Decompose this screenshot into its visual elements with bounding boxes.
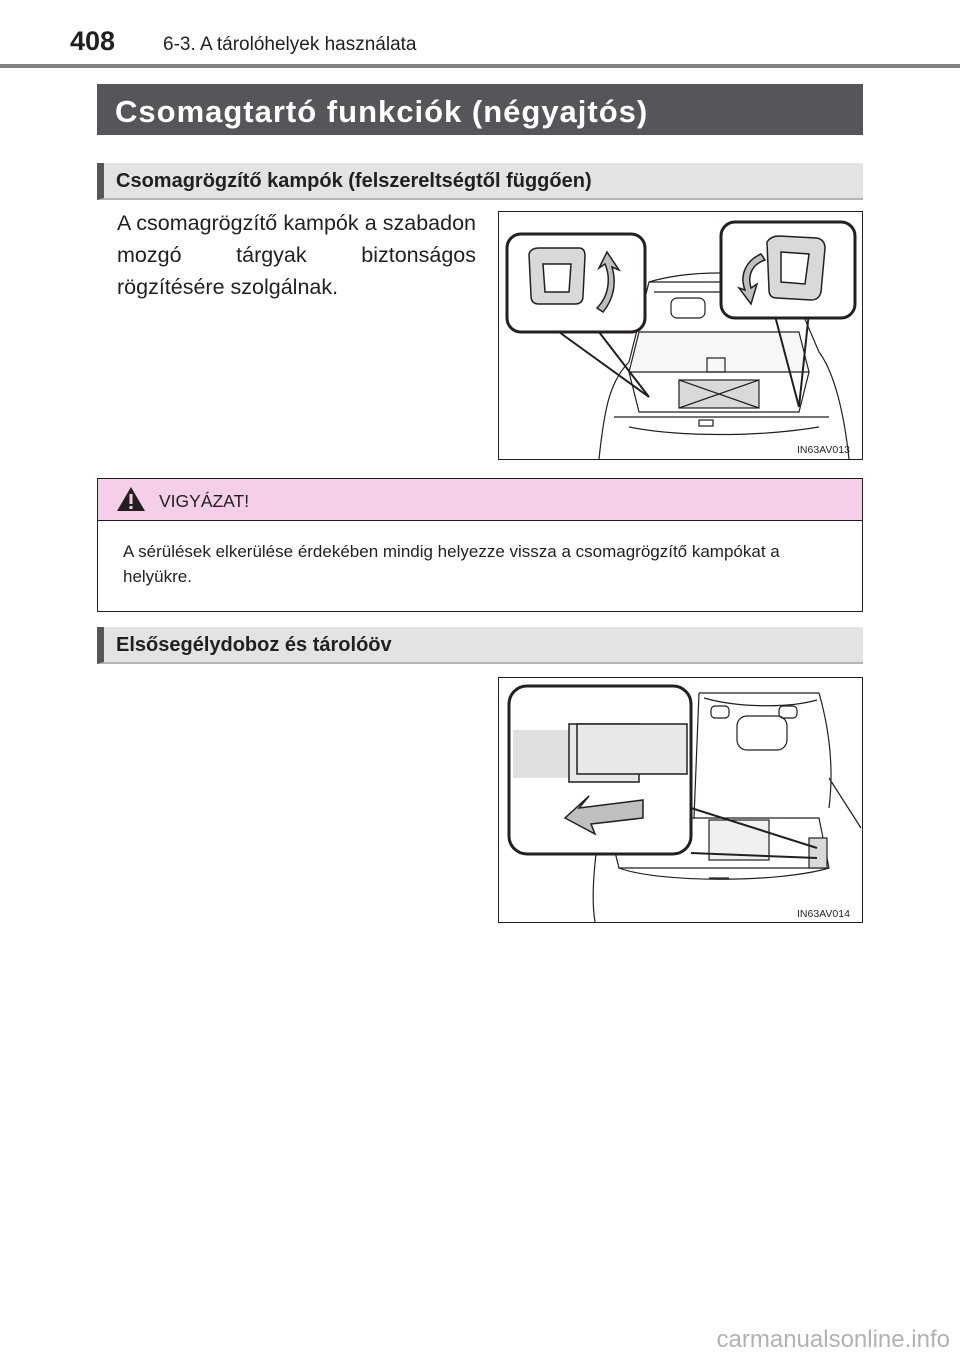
- warning-icon: [115, 485, 147, 513]
- caution-box: [97, 478, 863, 612]
- page-title: Csomagtartó funkciók (négyajtós): [115, 94, 649, 129]
- subheading-label: Csomagrögzítő kampók (felszereltségtől függően): [116, 170, 592, 192]
- hooks-description: A csomagrögzítő kampók a szabadon mozgó tárgyak biztonságos rögzítésére szolgálnak.: [117, 211, 476, 299]
- title-bar: [97, 84, 863, 135]
- subheading-first-aid: [97, 627, 863, 664]
- page-number: 408: [70, 26, 116, 56]
- watermark: carmanualsonline.info: [716, 1326, 950, 1353]
- trunk-hooks-illustration: [499, 212, 862, 459]
- luggage-hooks-figure: [498, 211, 863, 460]
- figure-code: IN63AV013: [797, 444, 850, 456]
- first-aid-figure: [498, 677, 863, 923]
- caution-header: [98, 479, 862, 521]
- subheading-label: Elsősegélydoboz és tárolóöv: [116, 634, 392, 656]
- storage-belt-illustration: [499, 678, 862, 922]
- figure-code: IN63AV014: [797, 908, 850, 920]
- caution-label: VIGYÁZAT!: [159, 491, 250, 511]
- header-divider: [0, 64, 960, 68]
- subheading-luggage-hooks: [97, 163, 863, 200]
- caution-text: A sérülések elkerülése érdekében mindig helyezze vissza a csomagrögzítő kampókat a helyükre.: [123, 542, 780, 586]
- section-title: 6-3. A tárolóhelyek használata: [163, 34, 417, 55]
